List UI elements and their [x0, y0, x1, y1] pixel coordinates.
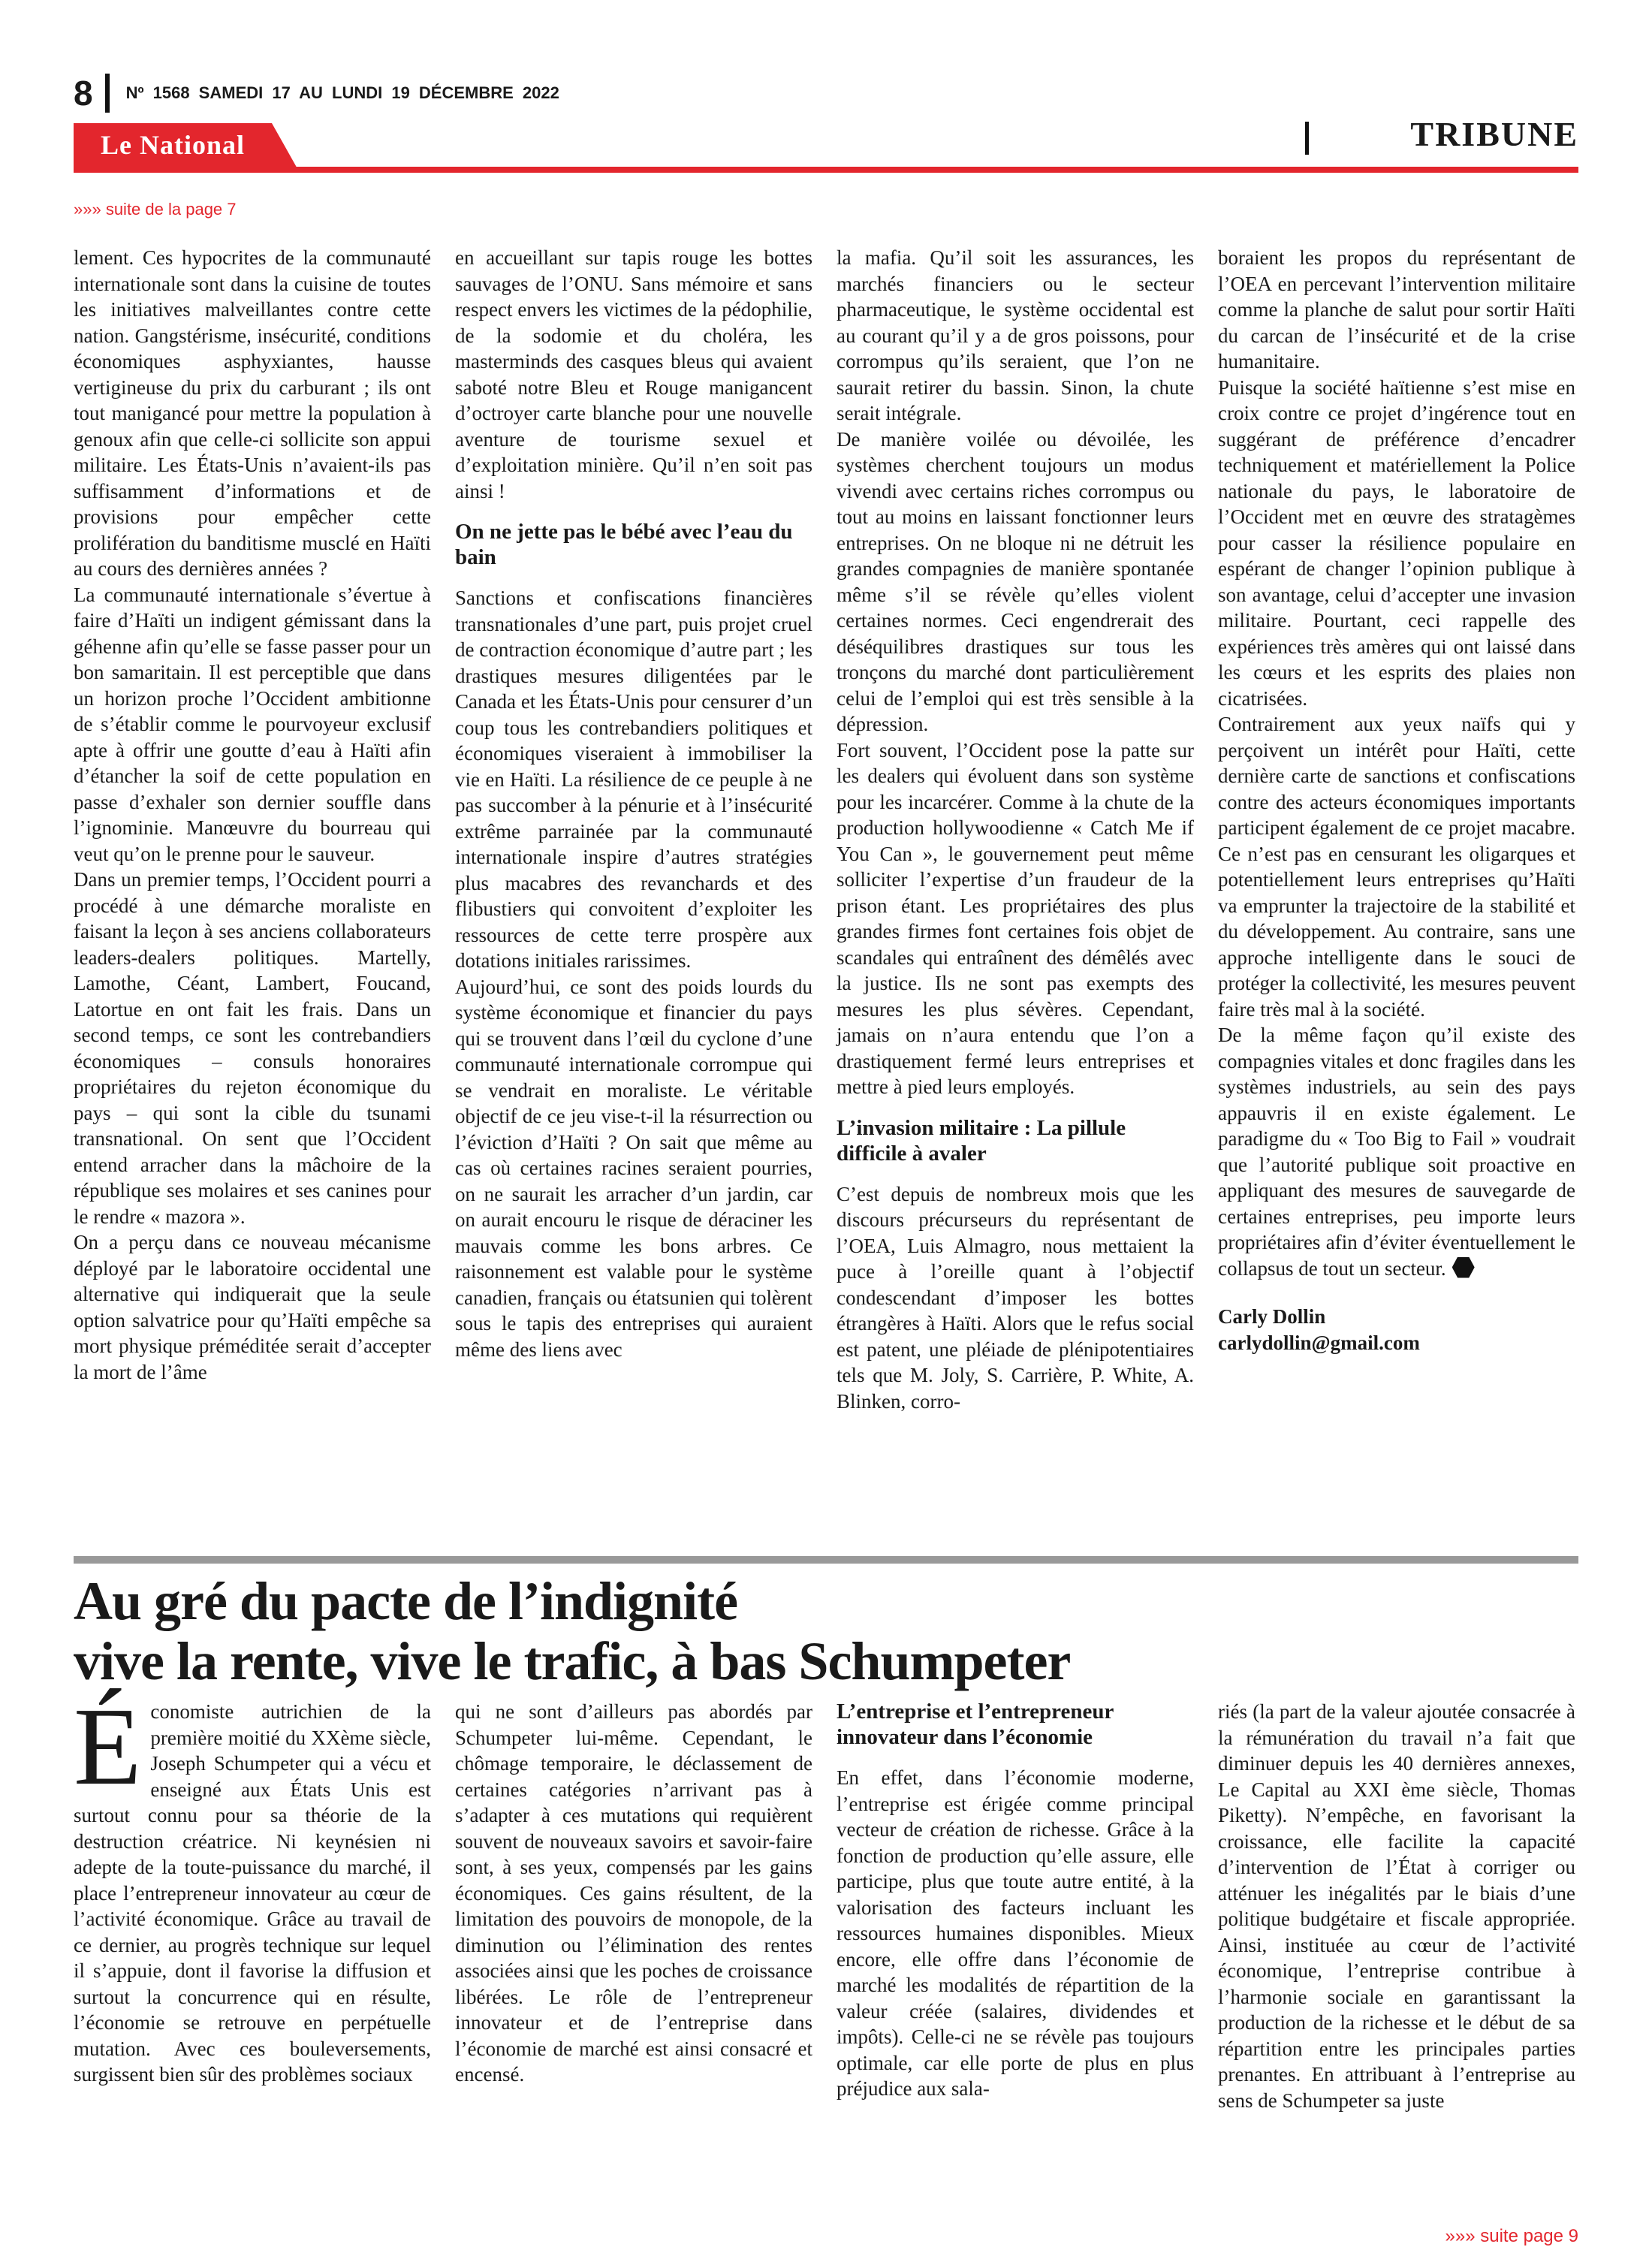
paragraph: De manière voilée ou dévoilée, les systèmes cherchent toujours un modus vivendi avec certains riches corrompus ou tout au moins en laissant fonctionner leurs entreprises. On ne bloque ni ne détruit les grandes compagnies de manière spontanée même s’il se révèle qu’elles violent certaines normes. Ceci engendrerait des déséquilibres drastiques sur tous les tronçons du marché dont particulièrement celui de l’emploi qui est très sensible à la dépression.	[837, 427, 1194, 735]
section-bar	[1305, 122, 1309, 155]
subheading: On ne jette pas le bébé avec l’eau du bain	[455, 520, 793, 569]
article-divider	[74, 1556, 1578, 1564]
article2-headline	[74, 1571, 1070, 1691]
article1-column-4	[1218, 245, 1575, 1356]
paragraph: Sanctions et confiscations financières transnationales d’une part, puis projet cruel de contraction économique d’autre part ; les drastiques mesures diligentées par le Canada et les États-Unis pour censurer d’un coup tous les contrebandiers politiques et économiques viseraient à immobiliser la vie en Haïti. La résilience de ce peuple à ne pas succomber à la pénurie et à l’insécurité extrême parrainée par la communauté internationale inspire d’autres stratégies plus macabres des revanchards et des flibustiers qui convoitent d’exploiter les ressources de cette terre prospère aux dotations initiales rarissimes.	[455, 587, 812, 972]
paragraph: C’est depuis de nombreux mois que les discours précurseurs du représentant de l’OEA, Luis Almagro, nous mettaient la puce à l’oreille quant à l’objectif condescendant d’imposer les bottes étrangères à Haïti. Alors que le refus social est patent, une pléiade de plénipotentiaires tels que M. Joly, S. Carrière, P. White, A. Blinken, corro-	[837, 1182, 1194, 1413]
issue-line: Nº 1568 SAMEDI 17 AU LUNDI 19 DÉCEMBRE 2022	[125, 83, 559, 102]
paragraph: On a perçu dans ce nouveau mécanisme déployé par le laboratoire occidental une alternative qui indiquerait que la seule option salvatrice pour qu’Haïti empêche sa mort physique préméditée serait d’accepter la mort de l’âme	[74, 1231, 431, 1383]
paragraph: Fort souvent, l’Occident pose la patte sur les dealers qui évoluent dans son système pour les incarcérer. Comme à la chute de la production hollywoodienne « Catch Me if You Can », le gouvernement peut même solliciter l’expertise d’un fraudeur de la prison étant. Les propriétaires des plus grandes firmes font certaines fois objet de scandales qui entraînent des démêlés avec la justice. Ils ne sont pas exempts des mesures les plus sévères. Cependant, jamais on n’aura entendu que l’on a drastiquement fermé leurs entreprises et mettre à pied leurs employés.	[837, 738, 1194, 1098]
article1-column-2	[455, 245, 812, 1362]
paragraph-text: De la même façon qu’il existe des compagnies vitales et donc fragiles dans les systèmes industriels, au sein des pays appauvris il en existe également. Le paradigme du « Too Big to Fail » voudrait que l’autorité publique soit proactive en appliquant des mesures de sauvegarde de certaines entreprises, peu importe leurs propriétaires afin d’éviter éventuellement le collapsus de tout un secteur.	[1218, 1024, 1575, 1280]
page-header	[74, 74, 559, 113]
paragraph: Contrairement aux yeux naïfs qui y perçoivent un intérêt pour Haïti, cette dernière carte de sanctions et confiscations contre des acteurs économiques importants participent également de ce projet macabre. Ce n’est pas en censurant les oligarques et potentiellement leurs entreprises qu’Haïti va emprunter la trajectoire de la stabilité et du développement. Au contraire, sans une approche intelligente dans le souci de protéger la collectivité, les mesures peuvent faire très mal à la société.	[1218, 713, 1575, 1021]
paragraph: Aujourd’hui, ce sont des poids lourds du système économique et financier du pays qui se trouvent dans l’œil du cyclone d’une communauté internationale corrompue qui se vendrait en moraliste. Le véritable objectif de ce jeu vise-t-il la résurrection ou l’éviction d’Haïti ? On sait que même au cas où certaines racines seraient pourries, on ne saurait les arracher d’un jardin, car on aurait encouru le risque de déraciner les mauvais comme les bons arbres. Ce raisonnement est valable pour le système canadien, français ou étatsunien qui tolèrent sous le tapis des entreprises qui auraient même des liens avec	[455, 975, 812, 1361]
paragraph	[1218, 1022, 1575, 1281]
paragraph: la mafia. Qu’il soit les assurances, les marchés financiers ou le secteur pharmaceutique, le système occidental est au courant qu’il y a de gros poissons, pour corrompus qu’ils seraient, que l’on ne saurait retirer du bassin. Sinon, la chute serait intégrale.	[837, 246, 1194, 424]
paragraph: en accueillant sur tapis rouge les bottes sauvages de l’ONU. Sans mémoire et sans respect envers les victimes de la pédophilie, de la sodomie et du choléra, les masterminds des casques bleus qui avaient saboté notre Bleu et Rouge manigancent d’octroyer carte blanche pour une nouvelle aventure de tourisme sexuel et d’exploitation minière. Qu’il n’en soit pas ainsi !	[455, 246, 812, 502]
subheading: L’entreprise et l’entrepreneur innovateur dans l’économie	[837, 1700, 1114, 1749]
page-number-separator	[105, 74, 110, 113]
author-name: Carly Dollin	[1218, 1305, 1326, 1328]
paragraph: Puisque la société haïtienne s’est mise en croix contre ce projet d’ingérence tout en suggérant de préférence d’encadrer techniquement et matériellement la Police nationale du pays, le laboratoire de l’Occident met en œuvre des stratagèmes pour casser la résilience populaire en espérant de changer l’opinion publique à son avantage, celui d’accepter une invasion militaire. Pourtant, ceci rappelle des expériences très amères qui ont laissé dans les cœurs et les esprits des plaies non cicatrisées.	[1218, 376, 1575, 710]
page-number: 8	[74, 74, 93, 113]
article1-column-3	[837, 245, 1194, 1414]
continued-from-link[interactable]: »»» suite de la page 7	[74, 200, 237, 219]
paragraph: lement. Ces hypocrites de la communauté internationale sont dans la cuisine de toutes les initiatives malveillantes contre cette nation. Gangstérisme, insécurité, conditions économiques asphyxiantes, hausse vertigineuse du prix du carburant ; ils ont tout manigancé pour mettre la population à genoux afin que celle-ci sollicite son appui militaire. Les États-Unis n’avaient-ils pas suffisamment d’informations et de provisions pour empêcher cette prolifération du banditisme musclé en Haïti au cours des dernières années ?	[74, 246, 431, 580]
continued-to-link[interactable]: »»» suite page 9	[1445, 2226, 1578, 2246]
publication-name: Le National	[101, 130, 246, 160]
drop-cap: É	[74, 1685, 142, 1808]
author-email[interactable]: carlydollin@gmail.com	[1218, 1331, 1420, 1354]
paragraph: La communauté internationale s’évertue à faire d’Haïti un indigent gémissant dans la géhenne afin qu’elle se fasse passer pour un bon samaritain. Il est perceptible que dans un horizon proche l’Occident ambitionne de s’établir comme le pourvoyeur exclusif apte à offrir une goutte d’eau à Haïti afin d’étancher la soif de cette population en passe d’exhaler son dernier souffle dans l’ignominie. Manœuvre du bourreau qui veut qu’on le prenne pour le sauveur.	[74, 583, 431, 865]
paragraph	[74, 1685, 431, 2088]
article1-column-1	[74, 245, 431, 1385]
paragraph: Dans un premier temps, l’Occident pourri a procédé à une démarche moraliste en faisant la leçon à ses anciens collaborateurs leaders-dealers politiques. Martelly, Lamothe, Céant, Lambert, Foucand, Latortue en ont fait les frais. Dans un second temps, ce sont les contrebandiers économiques – consuls honoraires propriétaires du rejeton économique du pays – qui sont la cible du tsunami transnational. On sent que l’Occident entend arracher dans la mâchoire de la république ses molaires et ses canines pour le rendre « mazora ».	[74, 868, 431, 1228]
section-title: TRIBUNE	[1410, 115, 1578, 153]
article2-column-4	[1218, 1699, 1575, 2113]
paragraph: qui ne sont d’ailleurs pas abordés par Schumpeter lui-même. Cependant, le chômage temporaire, le déclassement de certaines catégories n’arrivant pas à s’adapter à ces mutations qui requièrent souvent de nouveaux savoirs et savoir-faire sont, à ses yeux, compensés par les gains économiques. Ces gains résultent, de la limitation des pouvoirs de monopole, de la diminution ou l’élimination des rentes associées ainsi que les poches de croissance libérées. Le rôle de l’entrepreneur innovateur et de l’entreprise dans l’économie de marché est ainsi consacré et encensé.	[455, 1700, 812, 2086]
subheading: L’invasion militaire : La pillule difficile à avaler	[837, 1115, 1126, 1166]
article2-column-2	[455, 1699, 812, 2088]
headline-line-1: Au gré du pacte de l’indignité	[74, 1571, 738, 1631]
article2-column-3	[837, 1699, 1194, 2102]
article2-column-1	[74, 1685, 431, 2088]
paragraph-text: conomiste autrichien de la première moitié du XXème siècle, Joseph Schumpeter qui a vécu et enseigné aux États Unis est surtout connu pour sa théorie de la destruction créatrice. Ni keynésien ni adepte de la toute-puissance du marché, il place l’entrepreneur innovateur au cœur de l’activité économique. Grâce au travail de ce dernier, au progrès technique sur lequel il s’appuie, dont il favorise la diffusion et surtout la concurrence qui en résulte, l’économie se retrouve en perpétuelle mutation. Avec ces bouleversements, surgissent bien sûr des problèmes sociaux	[74, 1700, 431, 2086]
header-rule	[74, 167, 1578, 173]
paragraph: En effet, dans l’économie moderne, l’entreprise est érigée comme principal vecteur de création de richesse. Grâce à la fonction de production qu’elle assure, elle participe, plus que toute autre entité, à la valorisation des facteurs incluant les ressources humaines disponibles. Mieux encore, elle offre dans l’économie de marché les modalités de répartition de la valeur créée (salaires, dividendes et impôts). Celle-ci ne se révèle pas toujours optimale, car elle porte de plus en plus préjudice aux sala-	[837, 1766, 1194, 2100]
author-signature	[1218, 1304, 1575, 1356]
paragraph: boraient les propos du représentant de l’OEA en percevant l’intervention militaire comme la planche de salut pour sortir Haïti du carcan de l’insécurité et de la crise humanitaire.	[1218, 246, 1575, 372]
paragraph: riés (la part de la valeur ajoutée consacrée à la rémunération du travail n’a fait que diminuer depuis les 40 dernières annexes, Le Capital au XXI ème siècle, Thomas Piketty). N’empêche, en favorisant la croissance, elle facilite la capacité d’intervention de l’État à corriger ou atténuer les inégalités par le biais d’une politique budgétaire et fiscale appropriée. Ainsi, instituée au cœur de l’activité économique, l’entreprise contribue à l’harmonie sociale en garantissant la production de la richesse et le début de sa répartition entre les principales parties prenantes. En attribuant à l’entreprise au sens de Schumpeter sa juste	[1218, 1700, 1575, 2112]
end-mark-icon	[1452, 1257, 1475, 1278]
headline-line-2: vive la rente, vive le trafic, à bas Schumpeter	[74, 1631, 1071, 1691]
